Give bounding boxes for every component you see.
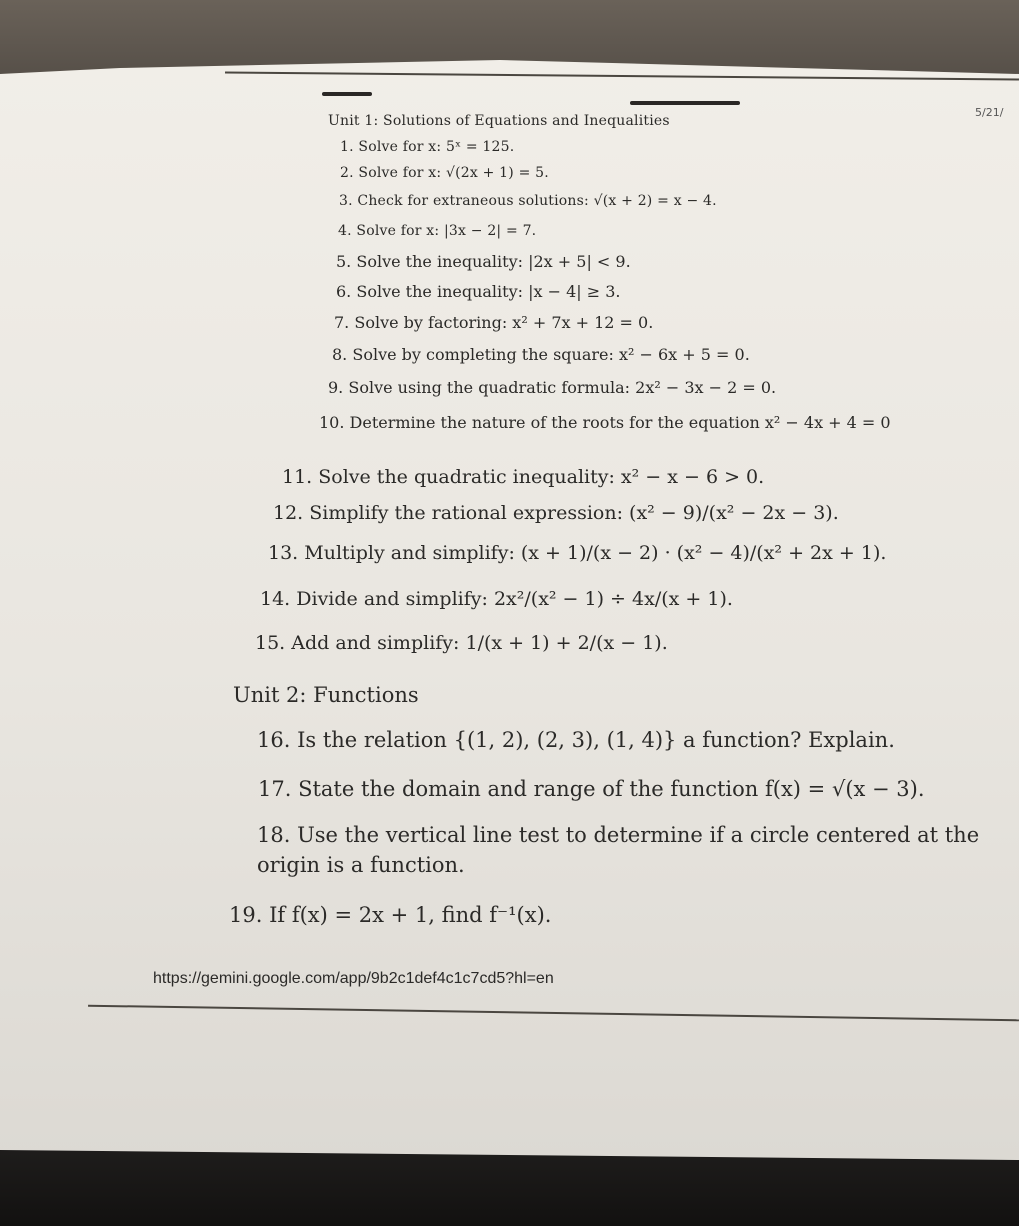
problem-14: 14. Divide and simplify: 2x²/(x² − 1) ÷ 4x/(x + 1). (260, 588, 733, 610)
problem-9: 9. Solve using the quadratic formula: 2x² − 3x − 2 = 0. (328, 378, 777, 397)
problem-13: 13. Multiply and simplify: (x + 1)/(x − 2) · (x² − 4)/(x² + 2x + 1). (268, 542, 887, 564)
problem-3: 3. Check for extraneous solutions: √(x + 2) = x − 4. (339, 193, 717, 209)
problem-16: 16. Is the relation {(1, 2), (2, 3), (1, 4)} a function? Explain. (257, 728, 895, 752)
problem-2: 2. Solve for x: √(2x + 1) = 5. (340, 165, 549, 181)
problem-18: 18. Use the vertical line test to determine if a circle centered at the (257, 823, 980, 847)
problem-8: 8. Solve by completing the square: x² − 6x + 5 = 0. (332, 345, 750, 364)
problem-10: 10. Determine the nature of the roots for the equation x² − 4x + 4 = 0 (319, 413, 891, 432)
unit1-heading: Unit 1: Solutions of Equations and Inequalities (328, 113, 670, 129)
problem-19: 19. If f(x) = 2x + 1, find f⁻¹(x). (229, 903, 552, 927)
redaction-mark-right (630, 101, 740, 105)
problem-6: 6. Solve the inequality: |x − 4| ≥ 3. (336, 282, 621, 301)
problem-12: 12. Simplify the rational expression: (x² − 9)/(x² − 2x − 3). (273, 502, 839, 524)
redaction-mark-left (322, 92, 372, 96)
problem-4: 4. Solve for x: |3x − 2| = 7. (338, 223, 537, 239)
problem-18-continued: origin is a function. (257, 853, 465, 877)
problem-7: 7. Solve by factoring: x² + 7x + 12 = 0. (334, 313, 654, 332)
problem-15: 15. Add and simplify: 1/(x + 1) + 2/(x − 1). (255, 632, 668, 654)
unit2-heading: Unit 2: Functions (233, 683, 419, 707)
problem-11: 11. Solve the quadratic inequality: x² − x − 6 > 0. (282, 466, 765, 488)
problem-5: 5. Solve the inequality: |2x + 5| < 9. (336, 252, 631, 271)
problem-1: 1. Solve for x: 5ˣ = 125. (340, 139, 515, 155)
footer-url: https://gemini.google.com/app/9b2c1def4c1c7cd5?hl=en (153, 970, 554, 987)
corner-mark: 5/21/ (975, 106, 1004, 119)
problem-17: 17. State the domain and range of the function f(x) = √(x − 3). (258, 777, 925, 801)
